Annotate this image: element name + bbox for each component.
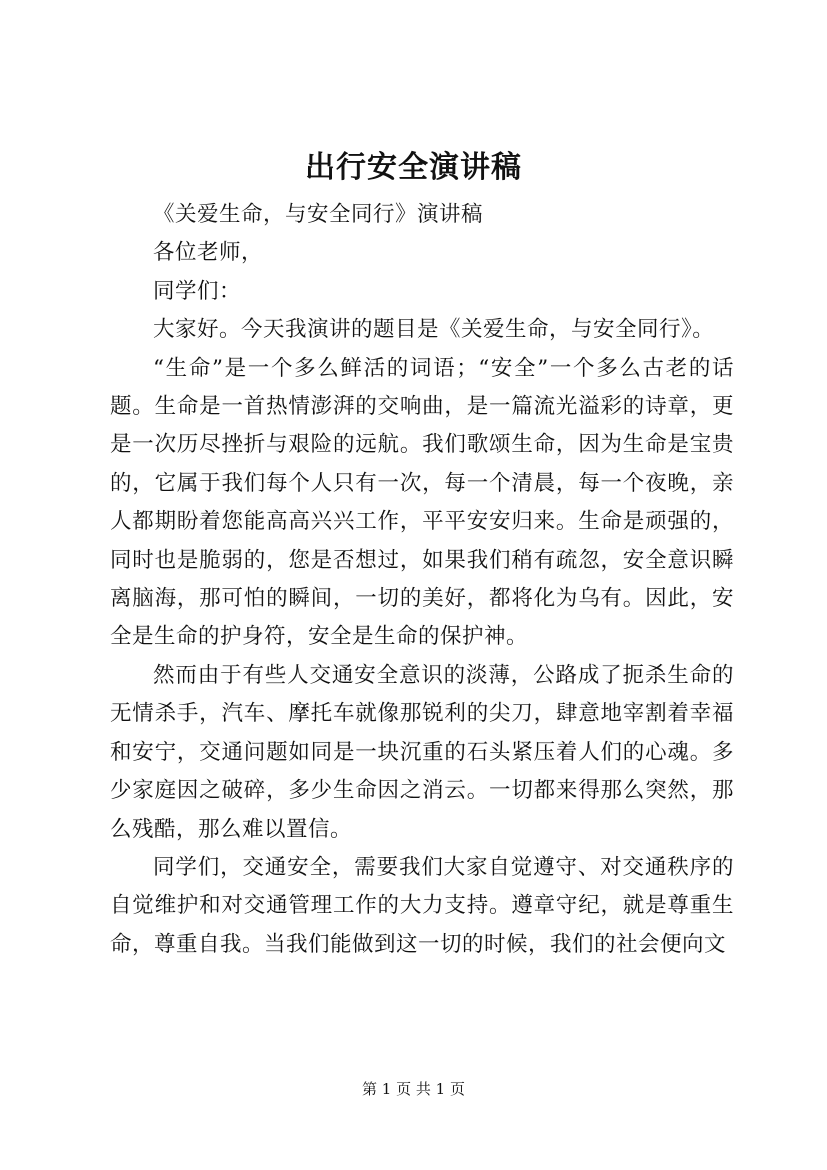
speech-subtitle: 《关爱生命，与安全同行》演讲稿 — [153, 202, 484, 227]
salutation-teachers: 各位老师， — [153, 240, 264, 266]
page-number-footer: 第 1 页 共 1 页 — [362, 1080, 465, 1098]
salutation-students: 同学们： — [153, 278, 242, 304]
document-title: 出行安全演讲稿 — [305, 150, 522, 185]
body-paragraph-traffic: 然而由于有些人交通安全意识的淡薄，公路成了扼杀生命的无情杀手，汽车、摩托车就像那锐利的尖刀，肆意地宰割着幸福和安宁，交通问题如同是一块沉重的石头紧压着人们的心魂。多少家庭因之破碎，多少生命因之消云。一切都来得那么突然，那么残酷，那么难以置信。 — [110, 662, 734, 842]
body-paragraph-life: “生命”是一个多么鲜活的词语；“安全”一个多么古老的话题。生命是一首热情澎湃的交响曲，是一篇流光溢彩的诗章，更是一次历尽挫折与艰险的远航。我们歌颂生命，因为生命是宝贵的，它属于我们每个人只有一次，每一个清晨，每一个夜晚，亲人都期盼着您能高高兴兴工作，平平安安归来。生命是顽强的，同时也是脆弱的，您是否想过，如果我们稍有疏忽，安全意识瞬离脑海，那可怕的瞬间，一切的美好，都将化为乌有。因此，安全是生命的护身符，安全是生命的保护神。 — [110, 355, 734, 650]
greeting-paragraph: 大家好。今天我演讲的题目是《关爱生命，与安全同行》。 — [153, 317, 715, 343]
body-paragraph-rules: 同学们，交通安全，需要我们大家自觉遵守、对交通秩序的自觉维护和对交通管理工作的大力支持。遵章守纪，就是尊重生命，尊重自我。当我们能做到这一切的时候，我们的社会便向文 — [110, 854, 734, 957]
document-body — [110, 196, 734, 964]
